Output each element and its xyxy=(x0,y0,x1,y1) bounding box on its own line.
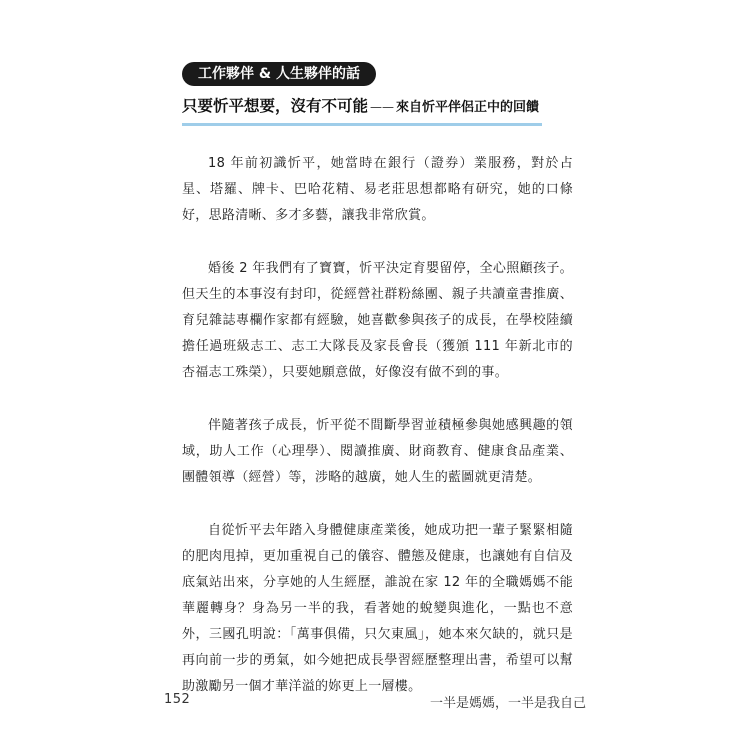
paragraph-2: 婚後 2 年我們有了寶寶，忻平決定育嬰留停，全心照顧孩子。但天生的本事沒有封印，從經營社群粉絲團、親子共讀童書推廣、育兒雜誌專欄作家都有經驗，她喜歡參與孩子的成長，在學校陸續擔任過班級志工、志工大隊長及家長會長（獲頒 111 年新北市的杏福志工殊榮），只要她願意做，好像沒有做不到的事。 xyxy=(182,261,573,380)
paragraph-4: 自從忻平去年踏入身體健康產業後，她成功把一輩子緊緊相隨的肥肉甩掉，更加重視自己的儀容、體態及健康，也讓她有自信及底氣站出來，分享她的人生經歷，誰說在家 12 年的全職媽媽不能華麗轉身？身為另一半的我，看著她的蛻變與進化，一點也不意外，三國孔明說：「萬事俱備，只欠東風」，她本來欠缺的，就只是再向前一步的勇氣，如今她把成長學習經歷整理出書，希望可以幫助激勵另一個才華洋溢的妳更上一層樓。 xyxy=(182,523,573,694)
article-body xyxy=(182,151,573,727)
heading-subtitle: 來自忻平伴侶正中的回饋 xyxy=(396,100,540,115)
page-number: 152 xyxy=(164,692,191,707)
paragraph-3: 伴隨著孩子成長，忻平從不間斷學習並積極參與她感興趣的領域，助人工作（心理學）、閱讀推廣、財商教育、健康食品產業、團體領導（經營）等，涉略的越廣，她人生的藍圖就更清楚。 xyxy=(182,418,573,485)
running-title: 一半是媽媽，一半是我自己 xyxy=(429,696,586,711)
heading-main: 只要忻平想要，沒有不可能 xyxy=(182,97,369,115)
heading-dash: —— xyxy=(370,100,395,114)
section-badge: 工作夥伴 & 人生夥伴的話 xyxy=(182,62,376,86)
article-heading xyxy=(182,93,542,126)
paragraph-1: 18 年前初識忻平，她當時在銀行（證券）業服務，對於占星、塔羅、牌卡、巴哈花精、易老莊思想都略有研究，她的口條好，思路清晰、多才多藝，讓我非常欣賞。 xyxy=(182,156,573,223)
